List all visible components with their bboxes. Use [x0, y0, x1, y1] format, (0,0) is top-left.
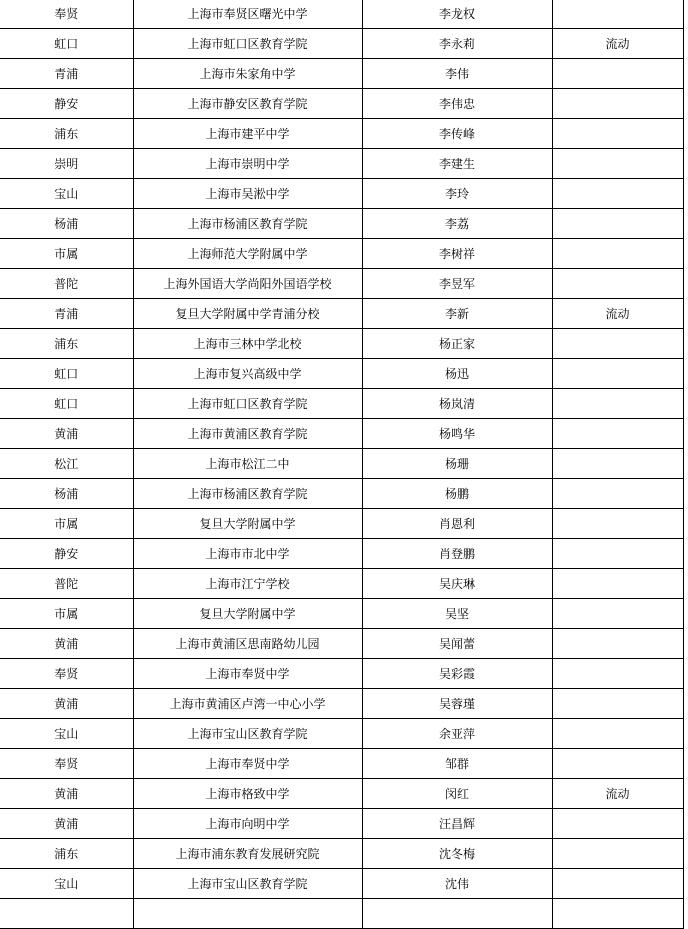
school-cell: 上海市黄浦区思南路幼儿园 — [133, 629, 362, 659]
school-cell: 上海市吴淞中学 — [133, 179, 362, 209]
district-cell: 普陀 — [0, 269, 133, 299]
school-cell: 上海市三林中学北校 — [133, 329, 362, 359]
note-cell — [552, 719, 683, 749]
name-cell: 吴庆琳 — [362, 569, 552, 599]
note-cell — [552, 599, 683, 629]
name-cell: 吴坚 — [362, 599, 552, 629]
note-cell: 流动 — [552, 299, 683, 329]
name-cell — [362, 899, 552, 929]
school-cell: 复旦大学附属中学青浦分校 — [133, 299, 362, 329]
district-cell: 奉贤 — [0, 659, 133, 689]
district-cell: 黄浦 — [0, 809, 133, 839]
school-cell: 上海市格致中学 — [133, 779, 362, 809]
district-cell: 市属 — [0, 599, 133, 629]
school-cell: 上海市黄浦区卢湾一中心小学 — [133, 689, 362, 719]
name-cell: 吴蓉瑾 — [362, 689, 552, 719]
note-cell — [552, 659, 683, 689]
table-row — [0, 239, 683, 269]
note-cell — [552, 269, 683, 299]
school-cell: 上海市向明中学 — [133, 809, 362, 839]
district-cell: 黄浦 — [0, 419, 133, 449]
table-row — [0, 299, 683, 329]
district-cell: 浦东 — [0, 329, 133, 359]
note-cell — [552, 569, 683, 599]
district-cell: 宝山 — [0, 869, 133, 899]
table-row — [0, 479, 683, 509]
name-cell: 李玲 — [362, 179, 552, 209]
table-row — [0, 389, 683, 419]
school-cell: 上海市建平中学 — [133, 119, 362, 149]
name-cell: 吴闻蕾 — [362, 629, 552, 659]
note-cell — [552, 629, 683, 659]
district-cell: 静安 — [0, 539, 133, 569]
name-cell: 吴彩霞 — [362, 659, 552, 689]
district-cell: 青浦 — [0, 59, 133, 89]
school-cell: 上海市复兴高级中学 — [133, 359, 362, 389]
name-cell: 肖登鹏 — [362, 539, 552, 569]
table-row — [0, 809, 683, 839]
school-cell: 复旦大学附属中学 — [133, 599, 362, 629]
name-cell: 汪昌辉 — [362, 809, 552, 839]
district-cell: 宝山 — [0, 719, 133, 749]
school-cell: 上海市松江二中 — [133, 449, 362, 479]
name-cell: 杨迅 — [362, 359, 552, 389]
school-cell: 复旦大学附属中学 — [133, 509, 362, 539]
note-cell — [552, 749, 683, 779]
name-cell: 杨正家 — [362, 329, 552, 359]
name-cell: 李树祥 — [362, 239, 552, 269]
note-cell — [552, 89, 683, 119]
district-cell: 黄浦 — [0, 779, 133, 809]
table-row — [0, 0, 683, 29]
school-cell: 上海市江宁学校 — [133, 569, 362, 599]
school-cell: 上海市杨浦区教育学院 — [133, 209, 362, 239]
note-cell — [552, 419, 683, 449]
table-row — [0, 569, 683, 599]
name-cell: 杨珊 — [362, 449, 552, 479]
table-row — [0, 119, 683, 149]
table-row — [0, 149, 683, 179]
school-cell: 上海市宝山区教育学院 — [133, 719, 362, 749]
district-cell: 浦东 — [0, 839, 133, 869]
table-row — [0, 749, 683, 779]
note-cell — [552, 149, 683, 179]
name-cell: 李新 — [362, 299, 552, 329]
district-cell: 宝山 — [0, 179, 133, 209]
district-cell — [0, 899, 133, 929]
note-cell — [552, 329, 683, 359]
table-row — [0, 869, 683, 899]
school-cell: 上海市虹口区教育学院 — [133, 389, 362, 419]
note-cell — [552, 389, 683, 419]
table-row — [0, 269, 683, 299]
school-cell: 上海市宝山区教育学院 — [133, 869, 362, 899]
note-cell — [552, 0, 683, 29]
table-row — [0, 359, 683, 389]
district-cell: 奉贤 — [0, 749, 133, 779]
table-row — [0, 209, 683, 239]
name-cell: 沈伟 — [362, 869, 552, 899]
school-cell: 上海市黄浦区教育学院 — [133, 419, 362, 449]
note-cell — [552, 839, 683, 869]
note-cell — [552, 119, 683, 149]
name-cell: 杨鹏 — [362, 479, 552, 509]
table-row — [0, 659, 683, 689]
note-cell — [552, 869, 683, 899]
school-cell: 上海市奉贤中学 — [133, 749, 362, 779]
district-cell: 松江 — [0, 449, 133, 479]
table-row — [0, 449, 683, 479]
name-cell: 李伟 — [362, 59, 552, 89]
note-cell: 流动 — [552, 779, 683, 809]
district-cell: 虹口 — [0, 389, 133, 419]
table-row — [0, 629, 683, 659]
district-cell: 市属 — [0, 509, 133, 539]
note-cell — [552, 179, 683, 209]
school-cell: 上海市奉贤区曙光中学 — [133, 0, 362, 29]
district-cell: 青浦 — [0, 299, 133, 329]
table-row — [0, 179, 683, 209]
table-row — [0, 839, 683, 869]
school-cell: 上海市市北中学 — [133, 539, 362, 569]
name-cell: 李建生 — [362, 149, 552, 179]
school-cell — [133, 899, 362, 929]
district-cell: 杨浦 — [0, 209, 133, 239]
table-row — [0, 509, 683, 539]
table-row — [0, 719, 683, 749]
district-cell: 黄浦 — [0, 689, 133, 719]
district-cell: 虹口 — [0, 29, 133, 59]
district-cell: 静安 — [0, 89, 133, 119]
district-cell: 崇明 — [0, 149, 133, 179]
note-cell — [552, 479, 683, 509]
table-row — [0, 419, 683, 449]
name-cell: 杨鸣华 — [362, 419, 552, 449]
name-cell: 沈冬梅 — [362, 839, 552, 869]
name-cell: 李传峰 — [362, 119, 552, 149]
school-cell: 上海市崇明中学 — [133, 149, 362, 179]
note-cell — [552, 209, 683, 239]
district-cell: 奉贤 — [0, 0, 133, 29]
name-cell: 李荔 — [362, 209, 552, 239]
district-cell: 虹口 — [0, 359, 133, 389]
note-cell — [552, 449, 683, 479]
district-cell: 浦东 — [0, 119, 133, 149]
district-cell: 市属 — [0, 239, 133, 269]
school-cell: 上海市虹口区教育学院 — [133, 29, 362, 59]
name-cell: 杨岚清 — [362, 389, 552, 419]
name-cell: 肖恩利 — [362, 509, 552, 539]
name-cell: 李昱军 — [362, 269, 552, 299]
name-cell: 李伟忠 — [362, 89, 552, 119]
table-row — [0, 779, 683, 809]
district-cell: 杨浦 — [0, 479, 133, 509]
name-cell: 邹群 — [362, 749, 552, 779]
note-cell — [552, 59, 683, 89]
school-cell: 上海外国语大学尚阳外国语学校 — [133, 269, 362, 299]
table-row — [0, 599, 683, 629]
district-cell: 普陀 — [0, 569, 133, 599]
name-cell: 李龙权 — [362, 0, 552, 29]
table-row — [0, 59, 683, 89]
table-row — [0, 29, 683, 59]
school-cell: 上海市杨浦区教育学院 — [133, 479, 362, 509]
note-cell — [552, 809, 683, 839]
school-cell: 上海市静安区教育学院 — [133, 89, 362, 119]
name-cell: 闵红 — [362, 779, 552, 809]
table-row — [0, 539, 683, 569]
school-cell: 上海市奉贤中学 — [133, 659, 362, 689]
note-cell: 流动 — [552, 29, 683, 59]
district-cell: 黄浦 — [0, 629, 133, 659]
note-cell — [552, 509, 683, 539]
table-row — [0, 689, 683, 719]
note-cell — [552, 359, 683, 389]
school-cell: 上海市浦东教育发展研究院 — [133, 839, 362, 869]
name-cell: 余亚萍 — [362, 719, 552, 749]
name-cell: 李永莉 — [362, 29, 552, 59]
table-row — [0, 89, 683, 119]
table-row — [0, 329, 683, 359]
note-cell — [552, 239, 683, 269]
school-cell: 上海师范大学附属中学 — [133, 239, 362, 269]
school-cell: 上海市朱家角中学 — [133, 59, 362, 89]
note-cell — [552, 539, 683, 569]
note-cell — [552, 899, 683, 929]
note-cell — [552, 689, 683, 719]
table-row — [0, 899, 683, 929]
